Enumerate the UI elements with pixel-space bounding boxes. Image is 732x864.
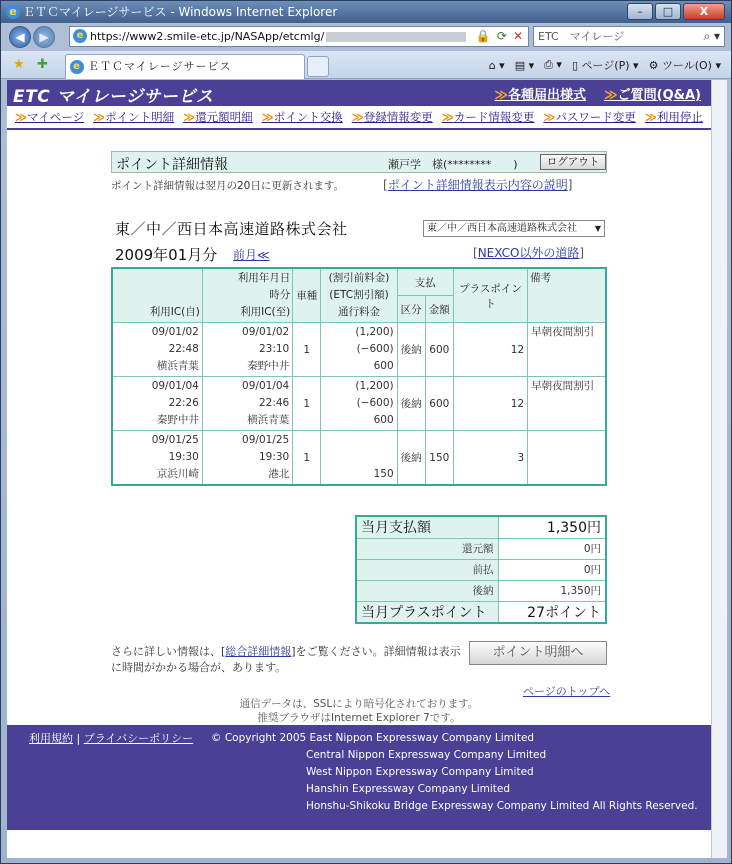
bracket-open: [ (473, 246, 478, 260)
nav-label: カード情報変更 (453, 110, 535, 124)
cell-fare (321, 323, 397, 377)
double-chevron-icon: ≫ (441, 110, 454, 124)
nexco-link-wrap (473, 244, 584, 261)
new-tab-button[interactable] (307, 56, 329, 77)
privacy-link[interactable]: プライバシーポリシー (83, 732, 194, 745)
header-fare (321, 268, 397, 323)
header-ic-in (112, 268, 202, 323)
explanation-link-wrap (383, 176, 572, 193)
header-ic-out (202, 268, 292, 323)
site-footer (7, 725, 711, 830)
page-menu[interactable]: ▯ ページ(P) ▾ (571, 59, 639, 72)
tools-menu[interactable]: ⚙ ツール(O) ▾ (648, 59, 721, 72)
tab-etc-mileage[interactable] (65, 54, 305, 79)
address-bar-area (1, 23, 731, 51)
nav-label: ポイント交換 (273, 110, 343, 124)
lock-icon[interactable]: 🔒 (475, 29, 491, 43)
browser-line: 推奨ブラウザはInternet Explorer 7です。 (257, 712, 461, 724)
header-plus-points: プラスポイント (453, 268, 527, 323)
in-time: 22:48 (168, 343, 199, 355)
company-select-value: 東／中／西日本高速道路株式会社 (427, 223, 577, 234)
page-menu-icon: ▯ (571, 59, 579, 72)
fare-amount: 600 (373, 360, 394, 372)
cell-remarks: 早朝夜間割引 (528, 323, 606, 377)
table-row (112, 377, 606, 431)
terms-link[interactable]: 利用規約 (29, 732, 73, 745)
out-date: 09/01/02 (242, 326, 290, 338)
table-row (112, 323, 606, 377)
table-row (112, 431, 606, 486)
copyright-line: © Copyright 2005 East Nippon Expressway Company Limited (211, 732, 535, 744)
table-header-row (112, 268, 606, 296)
company-select[interactable] (423, 220, 605, 237)
double-chevron-icon: ≫ (351, 110, 364, 124)
double-chevron-icon: ≫ (604, 88, 618, 103)
nav-label: 利用停止 (656, 110, 703, 124)
double-chevron-icon: ≫ (261, 110, 274, 124)
double-chevron-icon: ≫ (543, 110, 556, 124)
nav-my-page[interactable] (15, 109, 84, 125)
copyright (211, 730, 698, 815)
cell-ic-in (112, 431, 202, 486)
fare-discount: (−600) (356, 343, 394, 355)
search-input[interactable] (533, 26, 725, 47)
more-pre: さらに詳しい情報は、[ (111, 645, 226, 658)
security-controls (461, 27, 527, 45)
favorites-star-icon[interactable]: ★ (13, 57, 25, 72)
fare-discount: (−600) (356, 397, 394, 409)
cell-ic-in (112, 323, 202, 377)
nav-label: パスワード変更 (555, 110, 636, 124)
summary-row-points (356, 601, 606, 623)
copyright-line: Honshu-Shikoku Bridge Expressway Company Limited All Rights Reserved. (306, 800, 698, 812)
copyright-line: Central Nippon Expressway Company Limited (306, 749, 547, 761)
in-date: 09/01/04 (151, 380, 199, 392)
fare-before (324, 432, 393, 449)
ssl-line: 通信データは、SSLにより暗号化されております。 (239, 698, 479, 710)
print-icon[interactable]: ⎙ ▾ (544, 58, 562, 71)
fare-discount (324, 449, 393, 466)
in-time: 22:26 (168, 397, 199, 409)
summary-row-refund (356, 538, 606, 559)
forms-link-label: 各種届出様式 (508, 88, 587, 103)
out-ic: 横浜青葉 (247, 414, 290, 426)
header-payment: 支払 (397, 268, 453, 296)
more-info-text (111, 644, 463, 676)
prepay-value: 0円 (498, 559, 606, 580)
cell-fare (321, 377, 397, 431)
search-placeholder: ETC マイレージ (538, 30, 625, 43)
nav-refund-details[interactable] (183, 109, 253, 125)
nav-registration-change[interactable] (352, 109, 433, 125)
in-time: 19:30 (168, 451, 199, 463)
site-logo[interactable]: ETC マイレージサービス (13, 87, 214, 107)
non-nexco-link[interactable]: NEXCO以外の道路 (477, 246, 580, 260)
cell-amount: 150 (425, 431, 453, 486)
copyright-line: West Nippon Expressway Company Limited (306, 766, 534, 778)
refund-value: 0円 (498, 538, 606, 559)
nav-label: ポイント明細 (105, 110, 175, 124)
overall-details-link[interactable]: 総合詳細情報 (225, 645, 292, 658)
home-icon[interactable]: ⌂ ▾ (488, 58, 505, 72)
tab-bar (1, 51, 731, 79)
page-icon: e (70, 60, 84, 74)
postpay-label: 後納 (356, 580, 498, 601)
ssl-notice (7, 697, 711, 725)
out-time: 23:10 (258, 343, 290, 355)
add-favorite-icon[interactable]: ✚ (37, 57, 48, 72)
nav-point-details[interactable] (93, 109, 174, 125)
maximize-button[interactable]: □ (655, 3, 681, 20)
copyright-line: Hanshin Expressway Company Limited (306, 783, 511, 795)
gear-icon: ⚙ (648, 59, 659, 72)
total-value: 1,350円 (498, 516, 606, 538)
in-ic: 横浜青葉 (156, 360, 199, 372)
update-notice: ポイント詳細情報は翌月の20日に更新されます。 (111, 180, 345, 192)
minimize-button[interactable]: – (627, 3, 653, 20)
header-fare3-label: 通行料金 (337, 306, 380, 318)
out-date: 09/01/04 (242, 380, 290, 392)
close-window-button[interactable]: X (683, 3, 725, 20)
cell-amount: 600 (425, 323, 453, 377)
cell-division: 後納 (397, 377, 425, 431)
double-chevron-icon: ≫ (183, 110, 196, 124)
back-button[interactable] (9, 26, 31, 48)
fare-before: (1,200) (355, 326, 394, 338)
in-date: 09/01/02 (151, 326, 199, 338)
page-icon: e (73, 29, 87, 43)
in-ic: 京浜川崎 (156, 468, 199, 480)
explanation-link[interactable]: ポイント詳細情報表示内容の説明 (387, 178, 568, 192)
page-menu-label: ページ(P) (581, 59, 630, 72)
nav-point-exchange[interactable] (262, 109, 343, 125)
points-value: 27ポイント (498, 601, 606, 623)
header-amount: 金額 (425, 296, 453, 323)
cell-ic-in (112, 377, 202, 431)
points-label: 当月プラスポイント (356, 601, 498, 623)
page-title: ポイント詳細情報 (116, 157, 228, 173)
cell-plus: 12 (453, 377, 527, 431)
site-nav (7, 106, 711, 130)
page-viewport (7, 80, 711, 858)
site-header (7, 80, 711, 106)
header-fare2-label: (ETC割引額) (329, 289, 389, 301)
out-ic: 港北 (268, 468, 290, 480)
chevron-down-icon: ▼ (594, 224, 601, 233)
cell-vehicle: 1 (293, 431, 321, 486)
forms-link[interactable] (494, 84, 586, 103)
prev-month-link[interactable]: 前月≪ (233, 248, 270, 262)
cell-amount: 600 (425, 377, 453, 431)
point-details-button[interactable]: ポイント明細へ (469, 641, 607, 665)
tools-menu-label: ツール(O) (661, 59, 712, 72)
double-chevron-icon: ≫ (15, 110, 28, 124)
fare-before: (1,200) (355, 380, 394, 392)
cell-vehicle: 1 (293, 377, 321, 431)
cell-ic-out (202, 377, 292, 431)
nav-card-change[interactable] (442, 109, 535, 125)
cell-vehicle: 1 (293, 323, 321, 377)
command-bar (489, 57, 721, 73)
summary-row-total (356, 516, 606, 538)
in-date: 09/01/25 (151, 434, 199, 446)
window-title: ＥＴＣマイレージサービス - Windows Internet Explorer (23, 5, 338, 19)
logout-button[interactable]: ログアウト (540, 154, 606, 170)
total-label: 当月支払額 (356, 516, 498, 538)
forward-button[interactable] (33, 26, 55, 48)
address-input[interactable] (69, 26, 529, 47)
cell-fare (321, 431, 397, 486)
section-header (111, 151, 607, 173)
usage-table (111, 267, 607, 486)
stop-icon[interactable]: ✕ (512, 29, 523, 43)
summary-row-prepay (356, 559, 606, 580)
header-fare1-label: (割引前料金) (328, 272, 390, 284)
header-date-label: 利用年月日 (237, 272, 291, 284)
double-chevron-icon: ≫ (644, 110, 657, 124)
header-ic-in-label: 利用IC(自) (149, 306, 200, 318)
postpay-value: 1,350円 (498, 580, 606, 601)
vertical-scrollbar[interactable] (711, 80, 727, 858)
cell-division: 後納 (397, 323, 425, 377)
summary-row-postpay (356, 580, 606, 601)
nav-label: マイページ (27, 110, 85, 124)
header-ic-out-label: 利用IC(至) (240, 306, 291, 318)
header-division: 区分 (397, 296, 425, 323)
out-ic: 秦野中井 (247, 360, 290, 372)
user-name: 瀬戸学 様(******** ) (388, 158, 518, 171)
summary-table (355, 515, 607, 624)
company-name: 東／中／西日本高速道路株式会社 (115, 220, 348, 238)
cell-plus: 12 (453, 323, 527, 377)
month-label: 2009年01月分 (115, 246, 218, 264)
prepay-label: 前払 (356, 559, 498, 580)
refund-label: 還元額 (356, 538, 498, 559)
header-vehicle: 車種 (293, 268, 321, 323)
out-time: 22:46 (258, 397, 290, 409)
refresh-icon[interactable]: ⟳ (496, 29, 507, 43)
cell-plus: 3 (453, 431, 527, 486)
out-time: 19:30 (258, 451, 290, 463)
url-redacted (326, 32, 466, 42)
cell-remarks (528, 431, 606, 486)
cell-division: 後納 (397, 431, 425, 486)
header-remarks: 備考 (528, 268, 606, 323)
double-chevron-icon: ≫ (494, 88, 509, 103)
back-arrow-icon: ◀ (15, 30, 25, 44)
more-post: ]をご覧ください。詳細情報は表示に時間がかかる場合が、あります。 (111, 645, 461, 674)
cell-ic-out (202, 323, 292, 377)
bracket-close: ] (579, 246, 585, 260)
footer-separator: | (73, 732, 84, 745)
nav-stop-usage[interactable] (645, 109, 703, 125)
nav-password-change[interactable] (543, 109, 636, 125)
feeds-icon[interactable]: ▤ ▾ (514, 58, 535, 72)
nav-label: 還元額明細 (195, 110, 253, 124)
out-date: 09/01/25 (242, 434, 290, 446)
fare-amount: 150 (373, 468, 394, 480)
search-icon[interactable]: ⌕ ▾ (703, 29, 720, 43)
double-chevron-icon: ≫ (93, 110, 106, 124)
url-text: https://www2.smile-etc.jp/NASApp/etcmlg/ (90, 30, 325, 43)
footer-links (29, 730, 193, 746)
bracket-open: [ (383, 178, 388, 192)
fare-amount: 600 (373, 414, 394, 426)
ie-logo-icon: e (6, 5, 20, 19)
nav-label: 登録情報変更 (363, 110, 433, 124)
forward-arrow-icon: ▶ (39, 30, 49, 44)
bracket-close: ] (567, 178, 573, 192)
tab-label: ＥＴＣマイレージサービス (88, 60, 232, 73)
in-ic: 秦野中井 (156, 414, 199, 426)
cell-ic-out (202, 431, 292, 486)
faq-link-label: ご質問(Q&A) (617, 88, 701, 103)
title-bar (1, 1, 731, 23)
header-time-label: 時分 (269, 289, 291, 301)
cell-remarks: 早朝夜間割引 (528, 377, 606, 431)
faq-link[interactable] (604, 84, 701, 103)
page-top-link[interactable]: ページのトップへ (523, 685, 611, 698)
